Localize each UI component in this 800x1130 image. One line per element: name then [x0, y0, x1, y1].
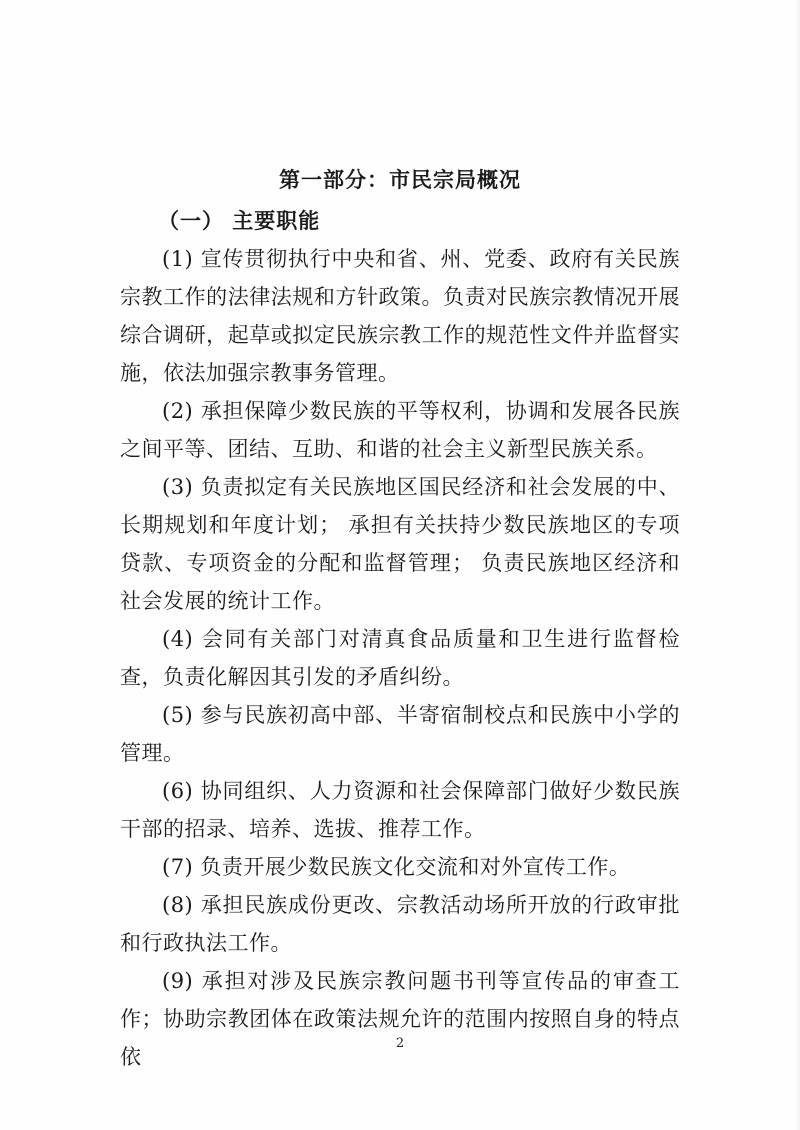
page-title: 第一部分：市民宗局概况: [279, 168, 521, 192]
section-heading: （一） 主要职能: [158, 209, 321, 233]
page-number: 2: [395, 1036, 405, 1051]
paragraph-3: (3) 负责拟定有关民族地区国民经济和社会发展的中、长期规划和年度计划； 承担有关扶持少数民族地区的专项贷款、专项资金的分配和监督管理； 负责民族地区经济和社会发展的统计工作。: [120, 475, 680, 613]
paragraph-9: (9) 承担对涉及民族宗教问题书刊等宣传品的审查工作；协助宗教团体在政策法规允许的范围内按照自身的特点依: [120, 969, 680, 1069]
body-text: [120, 240, 680, 1076]
paragraph-4: (4) 会同有关部门对清真食品质量和卫生进行监督检查，负责化解因其引发的矛盾纠纷。: [120, 627, 680, 689]
paragraph-6: (6) 协同组织、人力资源和社会保障部门做好少数民族干部的招录、培养、选拔、推荐工作。: [120, 779, 680, 841]
paragraph-7: (7) 负责开展少数民族文化交流和对外宣传工作。: [162, 855, 631, 879]
paragraph-2: (2) 承担保障少数民族的平等权利，协调和发展各民族之间平等、团结、互助、和谐的社会主义新型民族关系。: [120, 399, 680, 461]
paragraph-1: (1) 宣传贯彻执行中央和省、州、党委、政府有关民族宗教工作的法律法规和方针政策。负责对民族宗教情况开展综合调研，起草或拟定民族宗教工作的规范性文件并监督实施，依法加强宗教事务管理。: [120, 247, 680, 385]
paragraph-8: (8) 承担民族成份更改、宗教活动场所开放的行政审批和行政执法工作。: [120, 893, 680, 955]
paragraph-5: (5) 参与民族初高中部、半寄宿制校点和民族中小学的管理。: [120, 703, 680, 765]
